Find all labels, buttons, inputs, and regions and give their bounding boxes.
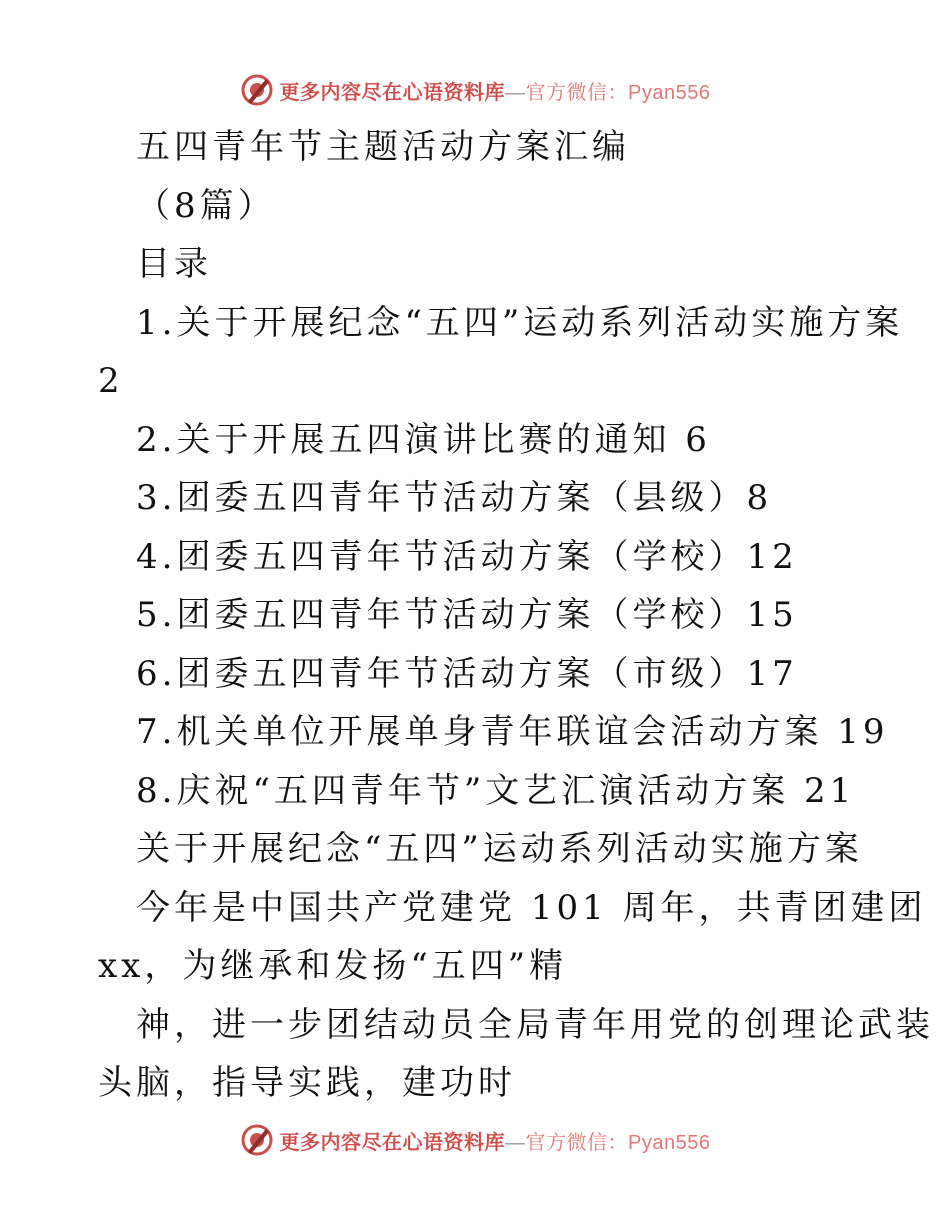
text-line: 4.团委五四青年节活动方案（学校）12 xyxy=(136,536,798,577)
text-line: 今年是中国共产党建党 101 周年，共青团建团 xyxy=(136,887,927,928)
watermark-separator: — xyxy=(505,1131,526,1154)
header-watermark xyxy=(0,70,950,110)
watermark-brand: 更多内容尽在心语资料库 xyxy=(279,1131,506,1154)
watermark-contact: 官方微信：Pyan556 xyxy=(525,1131,711,1154)
text-line: 7.机关单位开展单身青年联谊会活动方案 19 xyxy=(136,712,889,752)
text-line: 神，进一步团结动员全局青年用党的创理论武装 xyxy=(136,1004,934,1045)
text-line: （8篇） xyxy=(136,185,276,226)
footer-watermark xyxy=(0,1120,950,1160)
text-line: 关于开展纪念“五四”运动系列活动实施方案 xyxy=(136,829,863,869)
text-line: 3.团委五四青年节活动方案（县级）8 xyxy=(136,478,773,518)
text-line: 2 xyxy=(98,361,124,401)
watermark-separator: — xyxy=(505,81,526,104)
pen-logo-icon xyxy=(240,73,274,107)
document-body xyxy=(98,118,934,1113)
watermark-text xyxy=(280,1126,711,1155)
text-line: 1.关于开展纪念“五四”运动系列活动实施方案 xyxy=(136,302,904,343)
watermark-brand: 更多内容尽在心语资料库 xyxy=(279,81,506,104)
text-line: xx，为继承和发扬“五四”精 xyxy=(98,946,568,986)
text-line: 2.关于开展五四演讲比赛的通知 6 xyxy=(136,419,711,460)
text-line: 五四青年节主题活动方案汇编 xyxy=(136,127,630,167)
text-line: 头脑，指导实践，建功时 xyxy=(98,1063,516,1103)
text-line: 8.庆祝“五四青年节”文艺汇演活动方案 21 xyxy=(136,770,856,811)
text-line: 5.团委五四青年节活动方案（学校）15 xyxy=(136,595,798,635)
text-line: 6.团委五四青年节活动方案（市级）17 xyxy=(136,653,798,694)
pen-logo-icon xyxy=(240,1123,274,1157)
watermark-contact: 官方微信：Pyan556 xyxy=(525,81,711,104)
watermark-text xyxy=(280,76,711,105)
text-line: 目录 xyxy=(136,244,212,284)
